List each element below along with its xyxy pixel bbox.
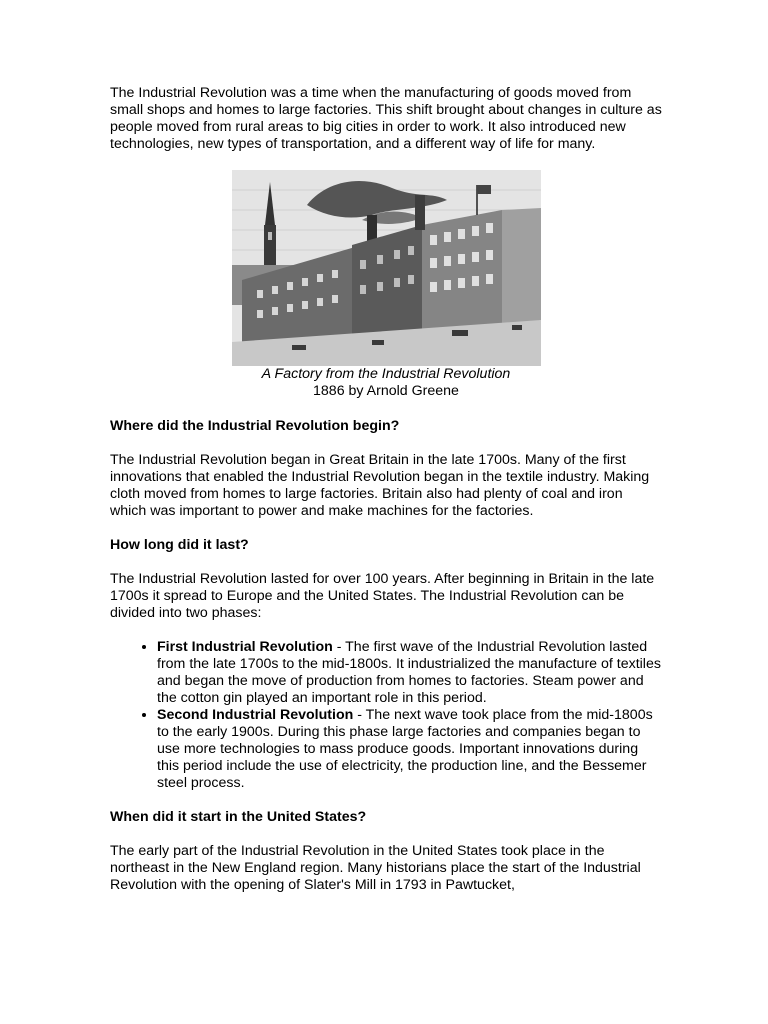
phase-text: - The first wave of the Industrial Revolution lasted from the late 1700s to the mid-1800s. It industrialized the manufacture of textiles and began the move of production from homes to factories. Steam power and the cotton gin played an important role in this period.: [157, 639, 661, 706]
section-heading-origin: Where did the Industrial Revolution begin?: [110, 418, 400, 434]
section-body-united-states: The early part of the Industrial Revolution in the United States took place in the northeast in the New England region. Many historians place the start of the Industrial Revolution with the opening of Slater's Mill in 1793 in Pawtucket,: [110, 843, 641, 893]
list-item-first-phase: [157, 639, 662, 707]
section-heading-duration: How long did it last?: [110, 537, 249, 553]
phases-list: [110, 639, 662, 792]
document-page: [110, 85, 662, 911]
factory-engraving-image: [232, 170, 541, 366]
list-item-second-phase: [157, 707, 662, 792]
caption-title: A Factory from the Industrial Revolution: [261, 366, 511, 382]
section-body-duration: The Industrial Revolution lasted for over 100 years. After beginning in Britain in the late 1700s it spread to Europe and the United States. The Industrial Revolution can be divided into two phases:: [110, 571, 655, 621]
factory-figure: [110, 170, 662, 400]
phase-title: First Industrial Revolution: [157, 639, 333, 655]
section-heading-united-states: When did it start in the United States?: [110, 809, 367, 825]
phase-text: - The next wave took place from the mid-1800s to the early 1900s. During this phase large factories and companies began to use more technologies to mass produce goods. Important innovations during this period include the use of electricity, the production line, and the Bessemer steel process.: [157, 707, 653, 791]
intro-paragraph: The Industrial Revolution was a time when the manufacturing of goods moved from small shops and homes to large factories. This shift brought about changes in culture as people moved from rural areas to big cities in order to work. It also introduced new technologies, new types of transportation, and a different way of life for many.: [110, 85, 662, 152]
caption-credit: 1886 by Arnold Greene: [313, 383, 459, 399]
figure-caption: [110, 366, 662, 400]
phase-title: Second Industrial Revolution: [157, 707, 354, 723]
section-body-origin: The Industrial Revolution began in Great Britain in the late 1700s. Many of the first innovations that enabled the Industrial Revolution began in the textile industry. Making cloth moved from homes to large factories. Britain also had plenty of coal and iron which was important to power and make machines for the factories.: [110, 452, 650, 519]
